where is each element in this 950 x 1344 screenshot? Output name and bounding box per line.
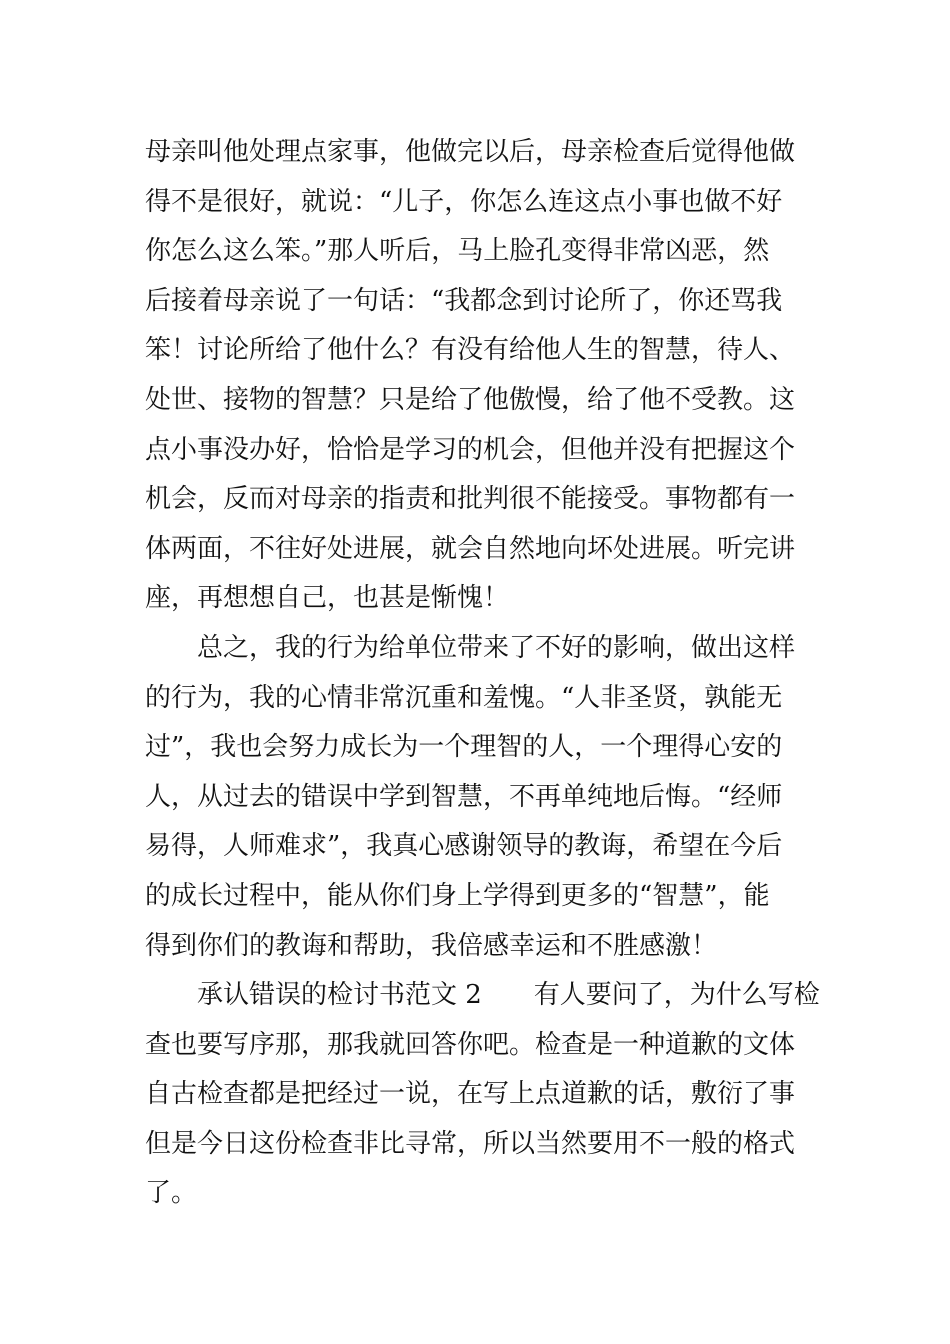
text-line: 过”，我也会努力成长为一个理智的人，一个理得心安的 (145, 732, 783, 763)
text-line: 笨！讨论所给了他什么？有没有给他人生的智慧，待人、 (145, 335, 796, 366)
text-line: 但是今日这份检查非比寻常，所以当然要用不一般的格式 (145, 1128, 796, 1159)
text-line: 人，从过去的错误中学到智慧，不再单纯地后悔。“经师 (145, 781, 783, 812)
text-line: 了。 (145, 1178, 198, 1209)
text-line: 易得，人师难求”，我真心感谢领导的教诲，希望在今后 (145, 831, 783, 862)
section-heading-line: 承认错误的检讨书范文 2 有人要问了，为什么写检 (197, 980, 820, 1011)
text-line: 得到你们的教诲和帮助，我倍感幸运和不胜感激！ (145, 930, 718, 961)
text-line: 体两面，不往好处进展，就会自然地向坏处进展。听完讲 (145, 533, 796, 564)
text-line: 后接着母亲说了一句话：“我都念到讨论所了，你还骂我 (145, 285, 783, 316)
text-line: 得不是很好，就说：“儿子，你怎么连这点小事也做不好 (145, 186, 783, 217)
text-line: 机会，反而对母亲的指责和批判很不能接受。事物都有一 (145, 484, 796, 515)
text-line: 座，再想想自己，也甚是惭愧！ (145, 583, 510, 614)
text-line: 点小事没办好，恰恰是学习的机会，但他并没有把握这个 (145, 434, 796, 465)
text-line: 自古检查都是把经过一说，在写上点道歉的话，敷衍了事 (145, 1079, 796, 1110)
document-body (145, 128, 820, 1219)
paragraph-first-line: 总之，我的行为给单位带来了不好的影响，做出这样 (197, 632, 796, 663)
text-line: 查也要写序那，那我就回答你吧。检查是一种道歉的文体 (145, 1029, 796, 1060)
text-line: 母亲叫他处理点家事，他做完以后，母亲检查后觉得他做 (145, 137, 796, 167)
text-line: 你怎么这么笨。”那人听后，马上脸孔变得非常凶恶，然 (145, 236, 770, 267)
text-line: 的行为，我的心情非常沉重和羞愧。“人非圣贤，孰能无 (145, 682, 783, 713)
text-line: 处世、接物的智慧？只是给了他傲慢，给了他不受教。这 (145, 384, 796, 415)
text-line: 的成长过程中，能从你们身上学得到更多的“智慧”，能 (145, 880, 770, 911)
